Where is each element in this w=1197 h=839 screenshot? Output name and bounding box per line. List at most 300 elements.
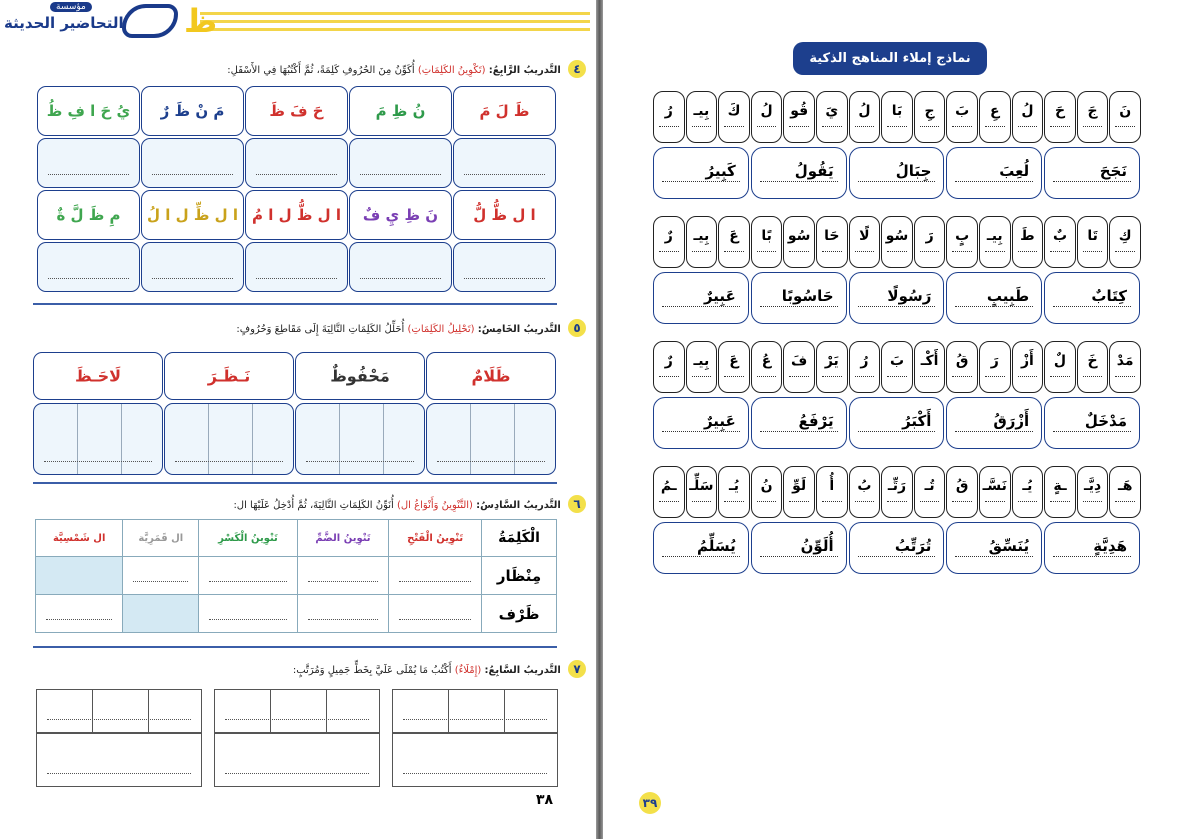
dotted-line (822, 501, 842, 502)
syllable-text: تُـ (924, 478, 935, 494)
dotted-line (985, 251, 1005, 252)
dotted-line (1083, 376, 1103, 377)
table-row (36, 557, 557, 595)
dotted-line (692, 501, 712, 502)
syllable-text: رٌ (664, 228, 673, 244)
word-box (751, 272, 847, 324)
ex6-word: مِنْظَار (482, 557, 557, 595)
dotted-line (789, 501, 809, 502)
ex5-word: ظَلَامٌ (471, 366, 511, 386)
dotted-line (1083, 126, 1103, 127)
dotted-line (858, 306, 936, 307)
syllable-text: قُو (790, 103, 809, 119)
dotted-line (225, 719, 369, 720)
dotted-line (44, 461, 152, 462)
dotted-line (1018, 126, 1038, 127)
dotted-line (760, 306, 838, 307)
syllable-box (946, 341, 978, 393)
syllable-box (718, 91, 750, 143)
syllable-box (979, 466, 1011, 518)
divider (33, 482, 557, 484)
word-box (1044, 522, 1140, 574)
dotted-line (760, 181, 838, 182)
ex4-letters: حَ فَ ظَ (269, 102, 324, 120)
syllable-text: رٌ (664, 353, 673, 369)
page-number: ٣٨ (536, 792, 554, 808)
syllable-text: سُو (787, 228, 811, 244)
dotted-line (1115, 376, 1135, 377)
ex6-shaded-cell (36, 557, 123, 595)
dotted-line (952, 376, 972, 377)
dotted-line (1053, 306, 1131, 307)
syllable-box (849, 216, 881, 268)
ex4-letters-box (141, 190, 244, 240)
divider (77, 404, 78, 474)
ex4-letters: مَ نْ ظَ رٌ (160, 102, 225, 120)
syllable-text: رَتِّـ (887, 478, 907, 494)
ex4-answer-box[interactable] (349, 242, 452, 292)
dotted-line (952, 251, 972, 252)
syllable-text: عَ (729, 228, 739, 244)
ex4-answer-box[interactable] (245, 138, 348, 188)
dotted-line (1050, 126, 1070, 127)
divider (326, 690, 327, 732)
syllable-text: سَلِّـ (689, 478, 714, 494)
divider (339, 404, 340, 474)
ex6-header-row (36, 520, 557, 557)
dotted-line (724, 376, 744, 377)
dotted-line (306, 461, 414, 462)
ex4-answer-box[interactable] (349, 138, 452, 188)
word-box (653, 147, 749, 199)
word-box (1044, 397, 1140, 449)
dotted-line (724, 501, 744, 502)
syllable-text: بٍ (955, 228, 970, 244)
syllable-box (946, 91, 978, 143)
syllable-box (751, 91, 783, 143)
word-box (751, 397, 847, 449)
dotted-line (822, 376, 842, 377)
ex6-table (35, 519, 557, 633)
syllable-box (1109, 91, 1141, 143)
ex6-answer-cell[interactable] (389, 595, 482, 633)
dotted-line (920, 501, 940, 502)
logo-text: التحاضير الحديثة (4, 14, 124, 32)
syllable-text: بَ (955, 103, 970, 119)
ex4-answer-box[interactable] (453, 138, 556, 188)
ex5-answer-box[interactable] (426, 403, 556, 475)
dotted-line (437, 461, 545, 462)
syllable-text: يَ (825, 103, 839, 119)
syllable-box (979, 341, 1011, 393)
syllable-text: بَا (891, 103, 903, 119)
ex7-title: ٧ التَّدريبُ السَّابِعُ: (إِمْلَاءٌ) أَكْتُبُ مَا يُمْلَى عَلَيَّ بِخَطٍّ جَمِيلٍ وَمُرَتَّبٍ: (293, 660, 586, 678)
word-text: طَبِيبٍ (986, 287, 1030, 305)
ex7-syllable-box[interactable] (214, 689, 380, 733)
word-box (946, 272, 1042, 324)
ex6-answer-cell[interactable] (389, 557, 482, 595)
ex6-number: ٦ (568, 495, 586, 513)
dotted-line (659, 251, 679, 252)
ex4-letters: ا ل ظُّ لُّ (473, 206, 536, 224)
ex5-word-box (33, 352, 163, 400)
dotted-line (360, 278, 441, 279)
ex5-answer-box[interactable] (164, 403, 294, 475)
right-page (603, 0, 1197, 839)
ex4-letters: ظَ لَ مَ (479, 102, 530, 120)
syllable-box (751, 466, 783, 518)
syllable-box (816, 91, 848, 143)
word-text: أَكْبَرُ (902, 412, 932, 430)
dotted-line (887, 501, 907, 502)
dotted-line (757, 376, 777, 377)
dotted-line (955, 431, 1033, 432)
ex6-header: ال شَمْسِيَّة (36, 520, 123, 557)
dotted-line (1018, 251, 1038, 252)
word-box (849, 397, 945, 449)
ex4-number: ٤ (568, 60, 586, 78)
ex4-letters-box (453, 190, 556, 240)
word-text: أَزْرَقُ (993, 412, 1030, 430)
word-text: كِتَابٌ (1091, 287, 1127, 305)
dotted-line (724, 251, 744, 252)
divider (121, 404, 122, 474)
syllable-box (1109, 341, 1141, 393)
word-text: يُسَلِّمُ (697, 537, 736, 555)
book-spine (596, 0, 603, 839)
dotted-line (789, 376, 809, 377)
divider (208, 404, 209, 474)
syllable-text: كِ (1118, 228, 1132, 244)
ex5-word-box (426, 352, 556, 400)
dotted-line (403, 773, 547, 774)
ex6-answer-cell[interactable] (199, 557, 297, 595)
dotted-line (858, 556, 936, 557)
divider (514, 404, 515, 474)
word-text: لُعِبَ (999, 162, 1030, 180)
syllable-text: سُو (885, 228, 909, 244)
dotted-line (1053, 431, 1131, 432)
syllable-text: بٌ (1052, 228, 1068, 244)
word-box (751, 522, 847, 574)
dotted-line (855, 126, 875, 127)
divider (33, 303, 557, 305)
word-text: أُلَوِّنُ (800, 537, 834, 555)
dotted-line (955, 306, 1033, 307)
ex6-answer-cell[interactable] (297, 557, 389, 595)
page-title: نماذج إملاء المناهج الذكية (793, 42, 987, 75)
ex4-answer-box[interactable] (141, 138, 244, 188)
ex4-answer-box[interactable] (453, 242, 556, 292)
syllable-box (751, 216, 783, 268)
syllable-box (1077, 216, 1109, 268)
word-text: حَاسُوبًا (781, 287, 834, 305)
syllable-box (1012, 91, 1044, 143)
word-box (946, 397, 1042, 449)
syllable-box (686, 216, 718, 268)
dotted-line (1115, 501, 1135, 502)
dotted-line (789, 251, 809, 252)
syllable-box (881, 466, 913, 518)
syllable-box (686, 466, 718, 518)
dotted-line (662, 181, 740, 182)
syllable-box (653, 466, 685, 518)
word-text: كَبِيرُ (705, 162, 736, 180)
word-box (849, 522, 945, 574)
syllable-text: كَ (727, 103, 741, 119)
dotted-line (920, 376, 940, 377)
syllable-text: رُ (860, 353, 869, 369)
ex5-word: لَاحَـظَ (74, 366, 122, 386)
syllable-text: رَ (990, 353, 999, 369)
syllable-text: لُ (858, 103, 871, 119)
logo-emblem (122, 4, 178, 38)
syllable-text: بَ (889, 353, 905, 369)
ex6-header: تَنْوِينُ الْفَتْحِ (389, 520, 482, 557)
dotted-line (256, 174, 337, 175)
word-box (849, 272, 945, 324)
dotted-line (858, 431, 936, 432)
dotted-line (1115, 126, 1135, 127)
dotted-line (985, 501, 1005, 502)
dotted-line (360, 174, 441, 175)
dotted-line (403, 719, 547, 720)
syllable-text: يُـ (728, 478, 739, 494)
syllable-box (783, 341, 815, 393)
ex5-word: مَحْفُوظٌ (330, 366, 390, 386)
dotted-line (855, 501, 875, 502)
ex5-word-box (164, 352, 294, 400)
ex4-letters-box (349, 86, 452, 136)
syllable-text: يَرْ (824, 353, 839, 369)
dotted-line (659, 376, 679, 377)
syllable-box (881, 341, 913, 393)
ex6-answer-cell[interactable] (123, 557, 199, 595)
dotted-line (464, 174, 545, 175)
dotted-line (760, 556, 838, 557)
word-text: يَرْفَعُ (798, 412, 834, 430)
word-text: يُنَسِّقُ (988, 537, 1030, 555)
syllable-box (783, 91, 815, 143)
divider (270, 690, 271, 732)
dotted-line (47, 719, 191, 720)
ex6-title: ٦ التَّدريبُ السَّادِسُ: (التَّنْوِينُ وَأَنْوَاعُ ال) أُنَوِّنُ الكَلِمَاتِ التَّالِيَةَ، ثُمَّ أُدْخِلُ عَلَيْهَا ال: (233, 495, 586, 513)
syllable-text: رُ (664, 103, 673, 119)
syllable-box (946, 216, 978, 268)
dotted-line (822, 126, 842, 127)
dotted-line (952, 501, 972, 502)
ex5-answer-box[interactable] (33, 403, 163, 475)
syllable-box (914, 91, 946, 143)
dotted-line (887, 376, 907, 377)
ex7-syllable-box[interactable] (36, 689, 202, 733)
syllable-text: رَ (925, 228, 934, 244)
dotted-line (760, 431, 838, 432)
ex5-title: ٥ التَّدريبُ الخَامِسُ: (تَحْلِيلُ الكَلِمَاتِ) أُحَلِّلُ الكَلِمَاتِ التَّالِيَةَ إِلَى مَقَاطِعَ وَحُرُوفٍ: (236, 319, 586, 337)
dotted-line (985, 376, 1005, 377)
syllable-box (849, 341, 881, 393)
word-box (946, 147, 1042, 199)
syllable-box (914, 341, 946, 393)
dotted-line (757, 251, 777, 252)
syllable-text: نُ (760, 478, 773, 494)
word-box (653, 397, 749, 449)
syllable-text: خَ (1087, 353, 1098, 369)
ex6-answer-cell[interactable] (36, 595, 123, 633)
word-text: يَقُولُ (794, 162, 834, 180)
syllable-box (816, 341, 848, 393)
dotted-line (1083, 501, 1103, 502)
ex4-answer-box[interactable] (37, 138, 140, 188)
dotted-line (1018, 501, 1038, 502)
word-text: جِبَالُ (895, 162, 932, 180)
syllable-text: هَـ (1117, 478, 1133, 494)
syllable-box (686, 341, 718, 393)
syllable-box (783, 216, 815, 268)
syllable-box (1109, 466, 1141, 518)
syllable-box (1044, 341, 1076, 393)
ex4-letters-box (245, 86, 348, 136)
word-text: عَبِيرٌ (703, 287, 736, 305)
dotted-line (822, 251, 842, 252)
ex6-answer-cell[interactable] (199, 595, 297, 633)
dotted-line (985, 126, 1005, 127)
syllable-box (849, 91, 881, 143)
syllable-box (914, 216, 946, 268)
syllable-text: بًا (761, 228, 772, 244)
dotted-line (256, 278, 337, 279)
syllable-text: حَا (824, 228, 840, 244)
dotted-line (757, 126, 777, 127)
dotted-line (659, 501, 679, 502)
dotted-line (955, 556, 1033, 557)
syllable-text: بُ (857, 478, 872, 494)
syllable-text: عُ (761, 353, 772, 369)
ex4-letters-box (453, 86, 556, 136)
dotted-line (692, 126, 712, 127)
ex4-letters: نَ ظِ يِ فٌ (362, 206, 439, 224)
syllable-text: تَا (1087, 228, 1098, 244)
ex4-answer-box[interactable] (141, 242, 244, 292)
syllable-box (979, 91, 1011, 143)
syllable-box (718, 341, 750, 393)
ex4-letters-box (141, 86, 244, 136)
ex4-answer-box[interactable] (245, 242, 348, 292)
syllable-box (881, 91, 913, 143)
syllable-box (1077, 91, 1109, 143)
ex7-syllable-box[interactable] (392, 689, 558, 733)
word-box (653, 522, 749, 574)
ex6-word: ظَرْف (482, 595, 557, 633)
ex4-letters: مِ ظَ لَّ ةٌ (56, 206, 121, 224)
dotted-line (952, 126, 972, 127)
syllable-text: قُ (955, 353, 969, 369)
word-text: عَبِيرٌ (703, 412, 736, 430)
dotted-line (662, 556, 740, 557)
ex4-answer-box[interactable] (37, 242, 140, 292)
dotted-line (920, 251, 940, 252)
divider (470, 404, 471, 474)
syllable-text: يُـ (1022, 478, 1033, 494)
ex6-answer-cell[interactable] (297, 595, 389, 633)
syllable-text: قُ (955, 478, 969, 494)
syllable-box (653, 91, 685, 143)
ex5-answer-box[interactable] (295, 403, 425, 475)
dotted-line (225, 773, 369, 774)
syllable-text: لُ (1021, 103, 1034, 119)
syllable-box (1012, 341, 1044, 393)
syllable-text: بِيـ (986, 228, 1003, 244)
word-box (751, 147, 847, 199)
dotted-line (887, 251, 907, 252)
word-box (1044, 272, 1140, 324)
syllable-text: ـةٍ (1053, 478, 1067, 494)
ex4-letters-box (245, 190, 348, 240)
syllable-box (946, 466, 978, 518)
syllable-text: جَ (1087, 103, 1098, 119)
dotted-line (724, 126, 744, 127)
syllable-box (718, 216, 750, 268)
ex4-letters: ا ل ظِّ ل ا لُ (146, 206, 239, 224)
syllable-text: نَسَّـ (982, 478, 1007, 494)
syllable-box (914, 466, 946, 518)
dotted-line (48, 278, 129, 279)
header-stripes (200, 10, 590, 36)
divider (448, 690, 449, 732)
dotted-line (1050, 501, 1070, 502)
dotted-line (1083, 251, 1103, 252)
dotted-line (1018, 376, 1038, 377)
syllable-text: لَوِّ (792, 478, 807, 494)
syllable-box (816, 466, 848, 518)
word-box (1044, 147, 1140, 199)
dotted-line (692, 376, 712, 377)
syllable-text: بِيـ (693, 228, 710, 244)
ex7-word-box[interactable] (214, 733, 380, 787)
syllable-text: أَكْـ (920, 353, 939, 369)
syllable-box (1077, 466, 1109, 518)
syllable-text: بِيـ (693, 103, 710, 119)
syllable-box (1044, 91, 1076, 143)
syllable-text: فَ (791, 353, 808, 369)
syllable-box (1012, 216, 1044, 268)
dotted-line (175, 461, 283, 462)
dotted-line (887, 126, 907, 127)
ex4-letters: نُ ظِ مَ (375, 102, 426, 120)
syllable-box (1109, 216, 1141, 268)
syllable-box (718, 466, 750, 518)
word-box (653, 272, 749, 324)
ex4-letters-box (349, 190, 452, 240)
ex7-word-box[interactable] (36, 733, 202, 787)
dotted-line (855, 251, 875, 252)
ex6-header: الْكَلِمَةُ (482, 520, 557, 557)
dotted-line (692, 251, 712, 252)
word-box (946, 522, 1042, 574)
divider (148, 690, 149, 732)
dotted-line (1053, 556, 1131, 557)
ex4-letters-box (37, 86, 140, 136)
syllable-box (653, 216, 685, 268)
ex6-shaded-cell (123, 595, 199, 633)
dotted-line (659, 126, 679, 127)
ex5-number: ٥ (568, 319, 586, 337)
ex7-number: ٧ (568, 660, 586, 678)
word-text: هَدِيَّةٍ (1093, 537, 1127, 555)
dotted-line (464, 278, 545, 279)
ex7-word-box[interactable] (392, 733, 558, 787)
dotted-line (855, 376, 875, 377)
